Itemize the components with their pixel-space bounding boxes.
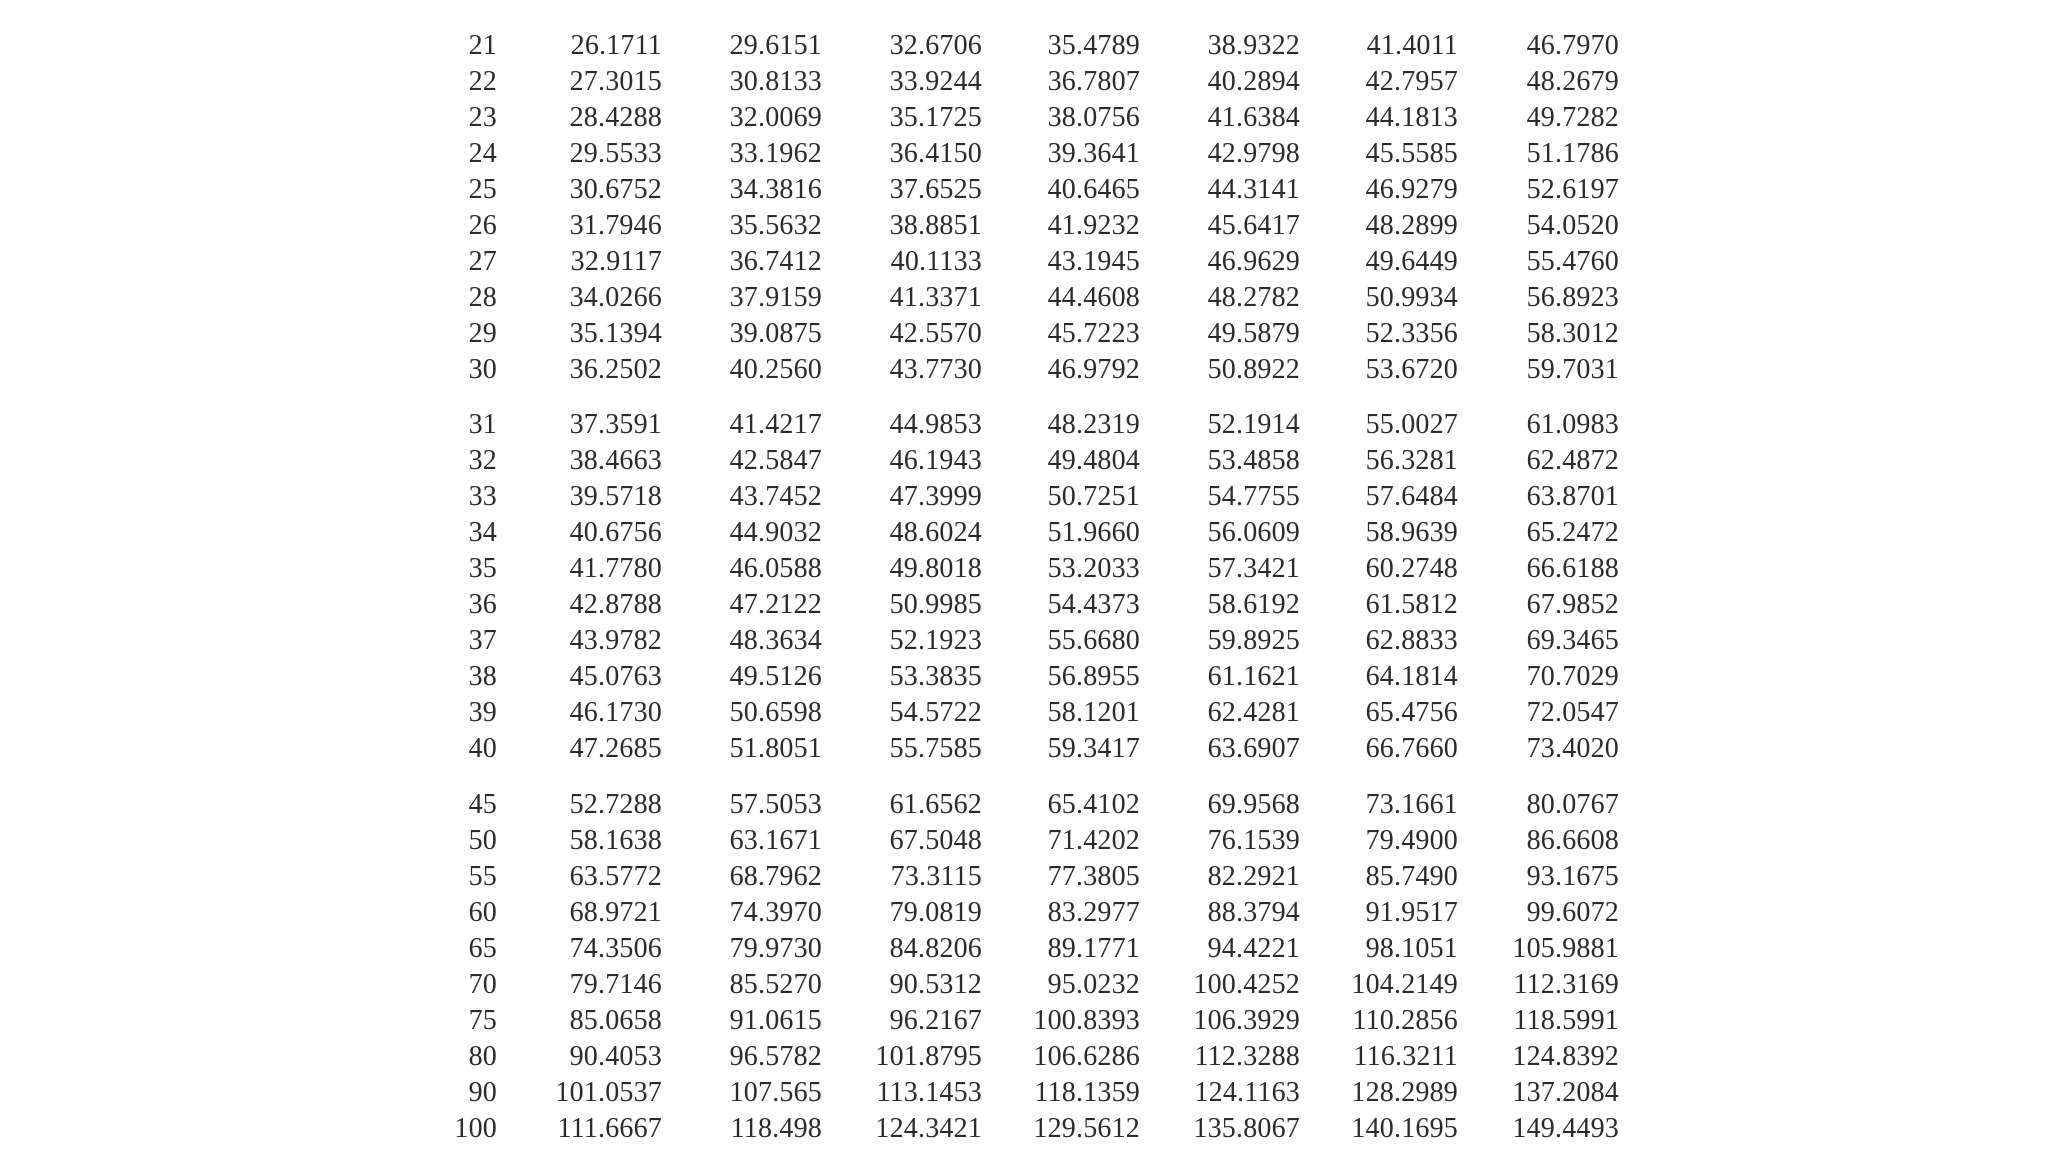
degrees-of-freedom-cell: 32 bbox=[468, 445, 497, 476]
value-cell: 53.4858 bbox=[1207, 445, 1300, 476]
value-cell: 43.7452 bbox=[729, 481, 822, 512]
value-cell: 58.6192 bbox=[1207, 589, 1300, 620]
degrees-of-freedom-cell: 28 bbox=[468, 282, 497, 313]
value-cell: 41.4011 bbox=[1366, 30, 1458, 61]
table-row bbox=[0, 895, 2048, 931]
value-cell: 86.6608 bbox=[1526, 825, 1619, 856]
value-cell: 56.3281 bbox=[1365, 445, 1458, 476]
degrees-of-freedom-cell: 30 bbox=[468, 354, 497, 385]
value-cell: 68.9721 bbox=[569, 897, 662, 928]
degrees-of-freedom-cell: 24 bbox=[468, 138, 497, 169]
value-cell: 29.5533 bbox=[569, 138, 662, 169]
value-cell: 53.6720 bbox=[1365, 354, 1458, 385]
table-row bbox=[0, 28, 2048, 64]
value-cell: 65.4102 bbox=[1047, 789, 1140, 820]
degrees-of-freedom-cell: 33 bbox=[468, 481, 497, 512]
value-cell: 47.3999 bbox=[889, 481, 982, 512]
value-cell: 79.7146 bbox=[569, 969, 662, 1000]
value-cell: 68.7962 bbox=[729, 861, 822, 892]
value-cell: 104.2149 bbox=[1351, 969, 1458, 1000]
value-cell: 73.4020 bbox=[1526, 733, 1619, 764]
value-cell: 45.0763 bbox=[569, 661, 662, 692]
value-cell: 50.8922 bbox=[1207, 354, 1300, 385]
value-cell: 47.2122 bbox=[729, 589, 822, 620]
value-cell: 41.4217 bbox=[729, 409, 822, 440]
value-cell: 82.2921 bbox=[1207, 861, 1300, 892]
table-row bbox=[0, 100, 2048, 136]
value-cell: 43.1945 bbox=[1047, 246, 1140, 277]
value-cell: 38.4663 bbox=[569, 445, 662, 476]
value-cell: 29.6151 bbox=[729, 30, 822, 61]
value-cell: 40.6465 bbox=[1047, 174, 1140, 205]
table-row bbox=[0, 64, 2048, 100]
degrees-of-freedom-cell: 75 bbox=[468, 1005, 497, 1036]
value-cell: 71.4202 bbox=[1047, 825, 1140, 856]
value-cell: 61.0983 bbox=[1526, 409, 1619, 440]
value-cell: 60.2748 bbox=[1365, 553, 1458, 584]
value-cell: 110.2856 bbox=[1352, 1005, 1458, 1036]
degrees-of-freedom-cell: 29 bbox=[468, 318, 497, 349]
value-cell: 124.1163 bbox=[1194, 1077, 1300, 1108]
degrees-of-freedom-cell: 39 bbox=[468, 697, 497, 728]
value-cell: 79.4900 bbox=[1365, 825, 1458, 856]
value-cell: 66.6188 bbox=[1526, 553, 1619, 584]
value-cell: 54.0520 bbox=[1526, 210, 1619, 241]
degrees-of-freedom-cell: 21 bbox=[468, 30, 497, 61]
value-cell: 40.1133 bbox=[890, 246, 982, 277]
value-cell: 49.6449 bbox=[1365, 246, 1458, 277]
table-row bbox=[0, 551, 2048, 587]
degrees-of-freedom-cell: 37 bbox=[468, 625, 497, 656]
value-cell: 59.8925 bbox=[1207, 625, 1300, 656]
value-cell: 70.7029 bbox=[1526, 661, 1619, 692]
value-cell: 66.7660 bbox=[1365, 733, 1458, 764]
value-cell: 57.3421 bbox=[1207, 553, 1300, 584]
value-cell: 124.3421 bbox=[875, 1113, 982, 1144]
value-cell: 65.2472 bbox=[1526, 517, 1619, 548]
value-cell: 61.1621 bbox=[1207, 661, 1300, 692]
table-row bbox=[0, 515, 2048, 551]
value-cell: 128.2989 bbox=[1351, 1077, 1458, 1108]
table-row bbox=[0, 967, 2048, 1003]
table-row bbox=[0, 352, 2048, 388]
value-cell: 36.7412 bbox=[729, 246, 822, 277]
value-cell: 36.2502 bbox=[569, 354, 662, 385]
value-cell: 43.9782 bbox=[569, 625, 662, 656]
degrees-of-freedom-cell: 40 bbox=[468, 733, 497, 764]
value-cell: 72.0547 bbox=[1526, 697, 1619, 728]
value-cell: 52.1914 bbox=[1207, 409, 1300, 440]
value-cell: 49.4804 bbox=[1047, 445, 1140, 476]
value-cell: 40.2560 bbox=[729, 354, 822, 385]
value-cell: 55.4760 bbox=[1526, 246, 1619, 277]
value-cell: 135.8067 bbox=[1193, 1113, 1300, 1144]
value-cell: 46.1943 bbox=[889, 445, 982, 476]
value-cell: 69.9568 bbox=[1207, 789, 1300, 820]
value-cell: 116.3211 bbox=[1353, 1041, 1458, 1072]
degrees-of-freedom-cell: 36 bbox=[468, 589, 497, 620]
value-cell: 112.3169 bbox=[1513, 969, 1619, 1000]
value-cell: 47.2685 bbox=[569, 733, 662, 764]
value-cell: 46.9629 bbox=[1207, 246, 1300, 277]
value-cell: 93.1675 bbox=[1526, 861, 1619, 892]
value-cell: 112.3288 bbox=[1194, 1041, 1300, 1072]
value-cell: 129.5612 bbox=[1033, 1113, 1140, 1144]
value-cell: 35.4789 bbox=[1047, 30, 1140, 61]
value-cell: 49.8018 bbox=[889, 553, 982, 584]
table-row bbox=[0, 623, 2048, 659]
degrees-of-freedom-cell: 80 bbox=[468, 1041, 497, 1072]
value-cell: 53.2033 bbox=[1047, 553, 1140, 584]
value-cell: 44.9032 bbox=[729, 517, 822, 548]
value-cell: 49.5126 bbox=[729, 661, 822, 692]
degrees-of-freedom-cell: 25 bbox=[468, 174, 497, 205]
value-cell: 58.9639 bbox=[1365, 517, 1458, 548]
value-cell: 91.0615 bbox=[729, 1005, 822, 1036]
value-cell: 67.9852 bbox=[1526, 589, 1619, 620]
value-cell: 50.9934 bbox=[1365, 282, 1458, 313]
value-cell: 84.8206 bbox=[889, 933, 982, 964]
value-cell: 46.9792 bbox=[1047, 354, 1140, 385]
value-cell: 52.6197 bbox=[1526, 174, 1619, 205]
value-cell: 62.4281 bbox=[1207, 697, 1300, 728]
value-cell: 140.1695 bbox=[1351, 1113, 1458, 1144]
value-cell: 54.7755 bbox=[1207, 481, 1300, 512]
value-cell: 45.6417 bbox=[1207, 210, 1300, 241]
table-row bbox=[0, 1111, 2048, 1147]
value-cell: 27.3015 bbox=[569, 66, 662, 97]
value-cell: 30.6752 bbox=[569, 174, 662, 205]
value-cell: 38.8851 bbox=[889, 210, 982, 241]
table-row bbox=[0, 823, 2048, 859]
degrees-of-freedom-cell: 26 bbox=[468, 210, 497, 241]
value-cell: 80.0767 bbox=[1526, 789, 1619, 820]
degrees-of-freedom-cell: 70 bbox=[468, 969, 497, 1000]
table-row bbox=[0, 587, 2048, 623]
value-cell: 59.3417 bbox=[1047, 733, 1140, 764]
value-cell: 113.1453 bbox=[876, 1077, 982, 1108]
degrees-of-freedom-cell: 55 bbox=[468, 861, 497, 892]
value-cell: 111.6667 bbox=[557, 1113, 662, 1144]
value-cell: 41.3371 bbox=[889, 282, 982, 313]
value-cell: 62.8833 bbox=[1365, 625, 1458, 656]
value-cell: 56.8923 bbox=[1526, 282, 1619, 313]
table-row bbox=[0, 407, 2048, 443]
value-cell: 32.9117 bbox=[570, 246, 662, 277]
value-cell: 32.6706 bbox=[889, 30, 982, 61]
degrees-of-freedom-cell: 50 bbox=[468, 825, 497, 856]
value-cell: 34.3816 bbox=[729, 174, 822, 205]
value-cell: 36.7807 bbox=[1047, 66, 1140, 97]
degrees-of-freedom-cell: 90 bbox=[468, 1077, 497, 1108]
value-cell: 106.6286 bbox=[1033, 1041, 1140, 1072]
value-cell: 137.2084 bbox=[1512, 1077, 1619, 1108]
value-cell: 39.0875 bbox=[729, 318, 822, 349]
value-cell: 42.7957 bbox=[1365, 66, 1458, 97]
value-cell: 101.8795 bbox=[875, 1041, 982, 1072]
table-row bbox=[0, 1075, 2048, 1111]
degrees-of-freedom-cell: 31 bbox=[468, 409, 497, 440]
value-cell: 26.1711 bbox=[570, 30, 662, 61]
table-row bbox=[0, 208, 2048, 244]
value-cell: 83.2977 bbox=[1047, 897, 1140, 928]
value-cell: 105.9881 bbox=[1512, 933, 1619, 964]
value-cell: 118.1359 bbox=[1034, 1077, 1140, 1108]
value-cell: 33.9244 bbox=[889, 66, 982, 97]
value-cell: 50.6598 bbox=[729, 697, 822, 728]
value-cell: 44.4608 bbox=[1047, 282, 1140, 313]
value-cell: 85.0658 bbox=[569, 1005, 662, 1036]
value-cell: 51.1786 bbox=[1526, 138, 1619, 169]
value-cell: 49.5879 bbox=[1207, 318, 1300, 349]
value-cell: 40.6756 bbox=[569, 517, 662, 548]
degrees-of-freedom-cell: 34 bbox=[468, 517, 497, 548]
value-cell: 52.1923 bbox=[889, 625, 982, 656]
value-cell: 48.3634 bbox=[729, 625, 822, 656]
table-row bbox=[0, 280, 2048, 316]
value-cell: 30.8133 bbox=[729, 66, 822, 97]
value-cell: 32.0069 bbox=[729, 102, 822, 133]
degrees-of-freedom-cell: 22 bbox=[468, 66, 497, 97]
value-cell: 37.9159 bbox=[729, 282, 822, 313]
value-cell: 48.6024 bbox=[889, 517, 982, 548]
value-cell: 91.9517 bbox=[1365, 897, 1458, 928]
degrees-of-freedom-cell: 23 bbox=[468, 102, 497, 133]
value-cell: 46.9279 bbox=[1365, 174, 1458, 205]
value-cell: 31.7946 bbox=[569, 210, 662, 241]
value-cell: 63.8701 bbox=[1526, 481, 1619, 512]
value-cell: 56.0609 bbox=[1207, 517, 1300, 548]
value-cell: 107.565 bbox=[729, 1077, 822, 1108]
value-cell: 33.1962 bbox=[729, 138, 822, 169]
value-cell: 48.2679 bbox=[1526, 66, 1619, 97]
value-cell: 42.5847 bbox=[729, 445, 822, 476]
degrees-of-freedom-cell: 45 bbox=[468, 789, 497, 820]
value-cell: 42.8788 bbox=[569, 589, 662, 620]
value-cell: 94.4221 bbox=[1207, 933, 1300, 964]
value-cell: 95.0232 bbox=[1047, 969, 1140, 1000]
value-cell: 64.1814 bbox=[1365, 661, 1458, 692]
value-cell: 48.2319 bbox=[1047, 409, 1140, 440]
value-cell: 63.5772 bbox=[569, 861, 662, 892]
value-cell: 76.1539 bbox=[1207, 825, 1300, 856]
value-cell: 67.5048 bbox=[889, 825, 982, 856]
value-cell: 46.7970 bbox=[1526, 30, 1619, 61]
table-row bbox=[0, 1039, 2048, 1075]
value-cell: 45.5585 bbox=[1365, 138, 1458, 169]
value-cell: 124.8392 bbox=[1512, 1041, 1619, 1072]
value-cell: 37.3591 bbox=[569, 409, 662, 440]
value-cell: 52.7288 bbox=[569, 789, 662, 820]
value-cell: 69.3465 bbox=[1526, 625, 1619, 656]
degrees-of-freedom-cell: 100 bbox=[454, 1113, 497, 1144]
value-cell: 50.9985 bbox=[889, 589, 982, 620]
value-cell: 45.7223 bbox=[1047, 318, 1140, 349]
value-cell: 79.0819 bbox=[889, 897, 982, 928]
value-cell: 57.5053 bbox=[729, 789, 822, 820]
value-cell: 58.1638 bbox=[569, 825, 662, 856]
value-cell: 118.5991 bbox=[1513, 1005, 1619, 1036]
degrees-of-freedom-cell: 60 bbox=[468, 897, 497, 928]
value-cell: 53.3835 bbox=[889, 661, 982, 692]
table-row bbox=[0, 316, 2048, 352]
value-cell: 58.1201 bbox=[1047, 697, 1140, 728]
value-cell: 54.5722 bbox=[889, 697, 982, 728]
value-cell: 39.5718 bbox=[569, 481, 662, 512]
value-cell: 41.9232 bbox=[1047, 210, 1140, 241]
table-row bbox=[0, 136, 2048, 172]
value-cell: 59.7031 bbox=[1526, 354, 1619, 385]
value-cell: 106.3929 bbox=[1193, 1005, 1300, 1036]
value-cell: 100.4252 bbox=[1193, 969, 1300, 1000]
table-row bbox=[0, 787, 2048, 823]
value-cell: 61.6562 bbox=[889, 789, 982, 820]
value-cell: 90.4053 bbox=[569, 1041, 662, 1072]
degrees-of-freedom-cell: 38 bbox=[468, 661, 497, 692]
value-cell: 41.6384 bbox=[1207, 102, 1300, 133]
value-cell: 73.3115 bbox=[890, 861, 982, 892]
value-cell: 96.2167 bbox=[889, 1005, 982, 1036]
value-cell: 48.2899 bbox=[1365, 210, 1458, 241]
value-cell: 63.6907 bbox=[1207, 733, 1300, 764]
value-cell: 73.1661 bbox=[1365, 789, 1458, 820]
value-cell: 48.2782 bbox=[1207, 282, 1300, 313]
value-cell: 36.4150 bbox=[889, 138, 982, 169]
value-cell: 85.5270 bbox=[729, 969, 822, 1000]
degrees-of-freedom-cell: 65 bbox=[468, 933, 497, 964]
table-row bbox=[0, 244, 2048, 280]
table-row bbox=[0, 659, 2048, 695]
value-cell: 37.6525 bbox=[889, 174, 982, 205]
value-cell: 44.1813 bbox=[1365, 102, 1458, 133]
value-cell: 77.3805 bbox=[1047, 861, 1140, 892]
value-cell: 57.6484 bbox=[1365, 481, 1458, 512]
value-cell: 56.8955 bbox=[1047, 661, 1140, 692]
value-cell: 90.5312 bbox=[889, 969, 982, 1000]
value-cell: 96.5782 bbox=[729, 1041, 822, 1072]
value-cell: 62.4872 bbox=[1526, 445, 1619, 476]
value-cell: 55.6680 bbox=[1047, 625, 1140, 656]
value-cell: 44.3141 bbox=[1207, 174, 1300, 205]
value-cell: 51.8051 bbox=[729, 733, 822, 764]
table-row bbox=[0, 479, 2048, 515]
value-cell: 149.4493 bbox=[1512, 1113, 1619, 1144]
value-cell: 88.3794 bbox=[1207, 897, 1300, 928]
value-cell: 55.7585 bbox=[889, 733, 982, 764]
table-row bbox=[0, 731, 2048, 767]
value-cell: 54.4373 bbox=[1047, 589, 1140, 620]
value-cell: 74.3506 bbox=[569, 933, 662, 964]
value-cell: 118.498 bbox=[730, 1113, 822, 1144]
value-cell: 35.1725 bbox=[889, 102, 982, 133]
value-cell: 50.7251 bbox=[1047, 481, 1140, 512]
value-cell: 74.3970 bbox=[729, 897, 822, 928]
value-cell: 42.9798 bbox=[1207, 138, 1300, 169]
value-cell: 52.3356 bbox=[1365, 318, 1458, 349]
value-cell: 35.5632 bbox=[729, 210, 822, 241]
value-cell: 63.1671 bbox=[729, 825, 822, 856]
value-cell: 49.7282 bbox=[1526, 102, 1619, 133]
degrees-of-freedom-cell: 35 bbox=[468, 553, 497, 584]
value-cell: 101.0537 bbox=[555, 1077, 662, 1108]
value-cell: 42.5570 bbox=[889, 318, 982, 349]
value-cell: 55.0027 bbox=[1365, 409, 1458, 440]
table-row bbox=[0, 1003, 2048, 1039]
value-cell: 44.9853 bbox=[889, 409, 982, 440]
value-cell: 98.1051 bbox=[1365, 933, 1458, 964]
value-cell: 46.0588 bbox=[729, 553, 822, 584]
table-row bbox=[0, 859, 2048, 895]
degrees-of-freedom-cell: 27 bbox=[468, 246, 497, 277]
table-row bbox=[0, 931, 2048, 967]
value-cell: 99.6072 bbox=[1526, 897, 1619, 928]
value-cell: 46.1730 bbox=[569, 697, 662, 728]
value-cell: 100.8393 bbox=[1033, 1005, 1140, 1036]
value-cell: 28.4288 bbox=[569, 102, 662, 133]
value-cell: 79.9730 bbox=[729, 933, 822, 964]
value-cell: 51.9660 bbox=[1047, 517, 1140, 548]
value-cell: 43.7730 bbox=[889, 354, 982, 385]
value-cell: 58.3012 bbox=[1526, 318, 1619, 349]
value-cell: 65.4756 bbox=[1365, 697, 1458, 728]
value-cell: 40.2894 bbox=[1207, 66, 1300, 97]
value-cell: 39.3641 bbox=[1047, 138, 1140, 169]
table-row bbox=[0, 695, 2048, 731]
value-cell: 34.0266 bbox=[569, 282, 662, 313]
value-cell: 85.7490 bbox=[1365, 861, 1458, 892]
table-row bbox=[0, 172, 2048, 208]
value-cell: 89.1771 bbox=[1047, 933, 1140, 964]
table-row bbox=[0, 443, 2048, 479]
value-cell: 41.7780 bbox=[569, 553, 662, 584]
value-cell: 61.5812 bbox=[1365, 589, 1458, 620]
value-cell: 38.9322 bbox=[1207, 30, 1300, 61]
value-cell: 38.0756 bbox=[1047, 102, 1140, 133]
value-cell: 35.1394 bbox=[569, 318, 662, 349]
